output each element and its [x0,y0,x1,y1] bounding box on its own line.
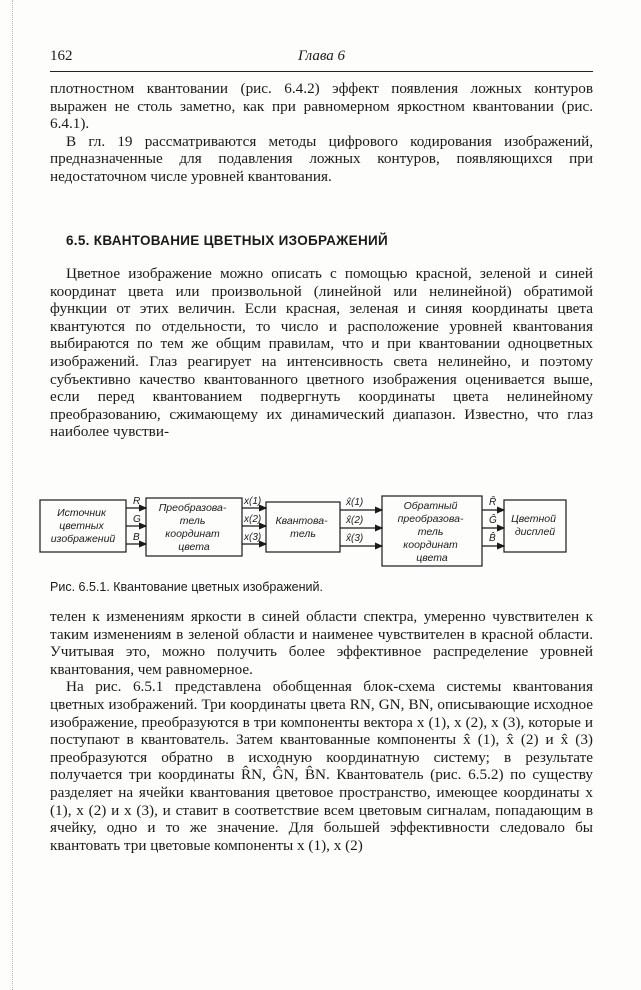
label-display: Цветной дисплей [511,513,556,538]
signal-xhat3: x̂(3) [346,533,364,544]
header-rule [50,71,593,72]
figure-caption: Рис. 6.5.1. Квантование цветных изображений. [50,580,323,594]
signal-ghat: Ĝ [489,515,497,526]
paragraph-chapter-19: В гл. 19 рассматриваются методы цифрового кодирования изображений, предназначенные для подавления ложных контуров, появляющихся при недостаточном числе уровней квантования. [50,132,593,185]
signal-rhat: R̂ [489,497,497,508]
paragraph-figure-description: На рис. 6.5.1 представлена обобщенная блок-схема системы квантования цветных изображений. Три координаты цвета RN, GN, BN, описывающие исходное изображение, преобразуются в три компоненты вектора x (1), x (2), x (3), которые и поступают в квантователь. Затем квантованные компоненты x̂ (1), x̂ (2) и x̂ (3) преобразуются обратно в исходную координатную систему; в результате получается три координаты R̂N, ĜN, B̂N. Квантователь (рис. 6.5.2) по существу разделяет на ячейки квантования цветовое пространство, имеющее координаты x (1), x (2) и x (3), и ставит в соответствие всем цветовым сигналам, попадающим в ячейку, одно и то же значение. Для большей эффективности следовало бы квантовать три цветовые компоненты x (1), x (2) [50,678,593,854]
page-header [50,48,593,68]
running-head: Глава 6 [297,48,346,64]
text-block-section [50,265,593,441]
signal-bhat: B̂ [489,533,496,544]
signal-xhat1: x̂(1) [346,497,364,508]
signal-x2: x(2) [244,514,262,525]
page-number: 162 [50,48,73,64]
section-number: 6.5. [66,233,90,248]
signal-r: R [133,496,141,507]
signal-b: B [133,532,140,543]
label-source: Источник цветных изображений [50,507,116,545]
label-coord-transform: Преобразова- тель координат цвета [158,502,227,553]
text-block-bottom [50,608,593,854]
label-inverse-transform: Обратный преобразова- тель координат цвета [397,500,464,564]
text-block-top [50,80,593,186]
scan-edge-dots [12,0,13,990]
signal-x3: x(3) [244,532,262,543]
paragraph-section-intro: Цветное изображение можно описать с помощью красной, зеленой и синей координат цвета или произвольной (линейной или нелинейной) обратимой функции от этих величин. Если красная, зеленая и синяя координаты цвета квантуются по отдельности, то число и расположение уровней квантования выбираются по тем же общим правилам, что и при квантовании одноцветных изображений. Глаз реагирует на интенсивность света нелинейно, и поэтому субъективно качество квантованного цветного изображения оценивается выше, если перед квантованием подвергнуть координаты цвета нелинейному преобразованию, сжимающему их динамический диапазон. Известно, что глаз наиболее чувстви- [50,265,593,441]
block-quantizer [266,502,340,552]
signal-xhat2: x̂(2) [346,515,364,526]
signal-g: G [133,514,141,525]
section-title: КВАНТОВАНИЕ ЦВЕТНЫХ ИЗОБРАЖЕНИЙ [93,233,389,248]
label-quantizer: Квантова- тель [275,515,328,540]
signal-x1: x(1) [244,496,262,507]
paragraph-intro-continued: плотностном квантовании (рис. 6.4.2) эффект появления ложных контуров выражен не столь заметно, как при равномерном яркостном квантовании (рис. 6.4.1). [50,80,593,133]
figure-block-diagram [34,488,574,574]
paragraph-sensitivity: телен к изменениям яркости в синей области спектра, умеренно чувствителен к таким изменениям в зеленой области и наименее чувствителен в красной области. Учитывая это, можно получить более эффективное распределение уровней квантования, чем равномерное. [50,608,593,678]
section-heading [66,233,388,248]
